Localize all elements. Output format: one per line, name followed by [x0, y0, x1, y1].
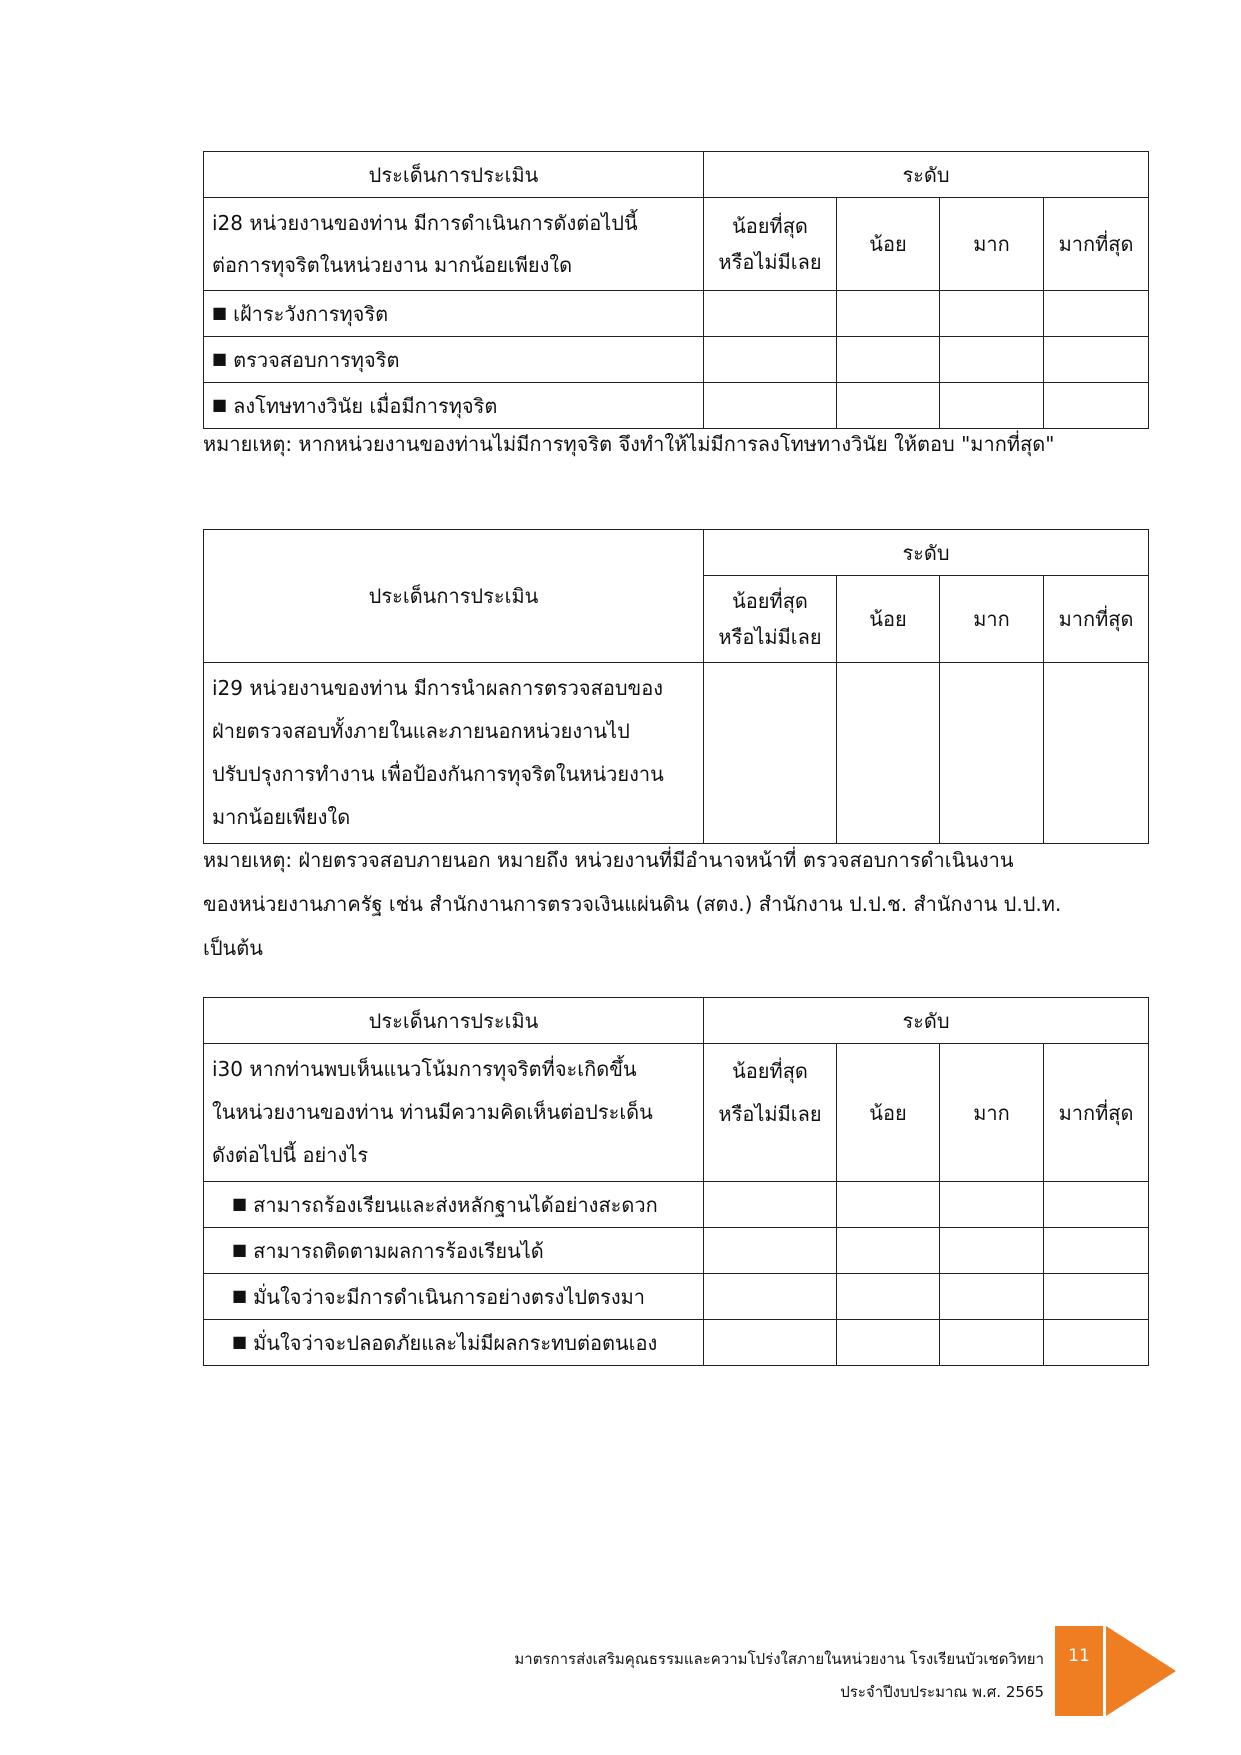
note-i29: หมายเหตุ: ฝ่ายตรวจสอบภายนอก หมายถึง หน่วยงานที่มีอำนาจหน้าที่ ตรวจสอบการดำเนินงาน ของหน่วยงานภาครัฐ เช่น สำนักงานการตรวจเงินแผ่นดิน (สตง.) สำนักงาน ป.ป.ช. สำนักงาน ป.ป.ท. เป็นต้น: [203, 848, 1062, 960]
answer-cell[interactable]: [704, 1228, 837, 1274]
answer-cell[interactable]: [837, 1274, 940, 1320]
answer-cell[interactable]: [1044, 1182, 1149, 1228]
answer-cell[interactable]: [837, 383, 940, 429]
answer-cell[interactable]: [940, 1320, 1044, 1366]
header-level: ระดับ: [704, 530, 1149, 576]
scale-low: น้อย: [837, 576, 940, 663]
scale-least: น้อยที่สุด หรือไม่มีเลย: [704, 1044, 837, 1182]
header-level: ระดับ: [704, 998, 1149, 1044]
answer-cell[interactable]: [940, 1274, 1044, 1320]
answer-cell[interactable]: [837, 1182, 940, 1228]
note-i28: หมายเหตุ: หากหน่วยงานของท่านไม่มีการทุจริต จึงทำให้ไม่มีการลงโทษทางวินัย ให้ตอบ "มากที่สุด": [203, 432, 1055, 456]
answer-cell[interactable]: [940, 663, 1044, 844]
bullet-icon: ■: [212, 348, 228, 368]
answer-cell[interactable]: [1044, 1274, 1149, 1320]
question-i28: i28 หน่วยงานของท่าน มีการดำเนินการดังต่อไปนี้ ต่อการทุจริตในหน่วยงาน มากน้อยเพียงใด: [204, 198, 704, 291]
answer-cell[interactable]: [837, 291, 940, 337]
scale-most: มากที่สุด: [1044, 576, 1149, 663]
footer-title: มาตรการส่งเสริมคุณธรรมและความโปร่งใสภายในหน่วยงาน โรงเรียนบัวเชดวิทยา: [514, 1650, 1044, 1668]
answer-cell[interactable]: [1044, 383, 1149, 429]
answer-cell[interactable]: [837, 337, 940, 383]
item-i30-2: ■ สามารถติดตามผลการร้องเรียนได้: [204, 1228, 704, 1274]
bullet-icon: ■: [232, 1193, 248, 1213]
item-i30-4: ■ มั่นใจว่าจะปลอดภัยและไม่มีผลกระทบต่อตนเอง: [204, 1320, 704, 1366]
page-number: 11: [1055, 1626, 1103, 1716]
question-i30: i30 หากท่านพบเห็นแนวโน้มการทุจริตที่จะเกิดขึ้น ในหน่วยงานของท่าน ท่านมีความคิดเห็นต่อประเด็น ดังต่อไปนี้ อย่างไร: [204, 1044, 704, 1182]
answer-cell[interactable]: [1044, 291, 1149, 337]
answer-cell[interactable]: [940, 337, 1044, 383]
assessment-table-i28: [203, 151, 1149, 429]
answer-cell[interactable]: [837, 1320, 940, 1366]
arrow-right-icon: [1106, 1626, 1176, 1716]
scale-high: มาก: [940, 198, 1044, 291]
answer-cell[interactable]: [704, 383, 837, 429]
answer-cell[interactable]: [704, 1274, 837, 1320]
answer-cell[interactable]: [704, 663, 837, 844]
scale-high: มาก: [940, 1044, 1044, 1182]
answer-cell[interactable]: [940, 383, 1044, 429]
bullet-icon: ■: [232, 1331, 248, 1351]
scale-least: น้อยที่สุด หรือไม่มีเลย: [704, 198, 837, 291]
answer-cell[interactable]: [1044, 1320, 1149, 1366]
bullet-icon: ■: [212, 302, 228, 322]
answer-cell[interactable]: [704, 291, 837, 337]
answer-cell[interactable]: [1044, 1228, 1149, 1274]
answer-cell[interactable]: [1044, 337, 1149, 383]
item-i30-3: ■ มั่นใจว่าจะมีการดำเนินการอย่างตรงไปตรงมา: [204, 1274, 704, 1320]
answer-cell[interactable]: [940, 1228, 1044, 1274]
header-topic: ประเด็นการประเมิน: [204, 998, 704, 1044]
question-i29: i29 หน่วยงานของท่าน มีการนำผลการตรวจสอบของ ฝ่ายตรวจสอบทั้งภายในและภายนอกหน่วยงานไป ปรับปรุงการทำงาน เพื่อป้องกันการทุจริตในหน่วยงาน มากน้อยเพียงใด: [204, 663, 704, 844]
answer-cell[interactable]: [837, 663, 940, 844]
scale-high: มาก: [940, 576, 1044, 663]
assessment-table-i30: [203, 997, 1149, 1366]
answer-cell[interactable]: [940, 1182, 1044, 1228]
answer-cell[interactable]: [940, 291, 1044, 337]
item-i28-3: ■ ลงโทษทางวินัย เมื่อมีการทุจริต: [204, 383, 704, 429]
answer-cell[interactable]: [704, 1182, 837, 1228]
answer-cell[interactable]: [837, 1228, 940, 1274]
bullet-icon: ■: [232, 1239, 248, 1259]
footer-fiscal-year: ประจำปีงบประมาณ พ.ศ. 2565: [840, 1683, 1044, 1701]
scale-low: น้อย: [837, 1044, 940, 1182]
scale-low: น้อย: [837, 198, 940, 291]
bullet-icon: ■: [232, 1285, 248, 1305]
scale-most: มากที่สุด: [1044, 1044, 1149, 1182]
item-i28-2: ■ ตรวจสอบการทุจริต: [204, 337, 704, 383]
answer-cell[interactable]: [704, 1320, 837, 1366]
item-i30-1: ■ สามารถร้องเรียนและส่งหลักฐานได้อย่างสะดวก: [204, 1182, 704, 1228]
scale-most: มากที่สุด: [1044, 198, 1149, 291]
assessment-table-i29: [203, 529, 1149, 844]
header-topic: ประเด็นการประเมิน: [204, 530, 704, 663]
answer-cell[interactable]: [704, 337, 837, 383]
bullet-icon: ■: [212, 394, 228, 414]
scale-least: น้อยที่สุด หรือไม่มีเลย: [704, 576, 837, 663]
header-topic: ประเด็นการประเมิน: [204, 152, 704, 198]
answer-cell[interactable]: [1044, 663, 1149, 844]
header-level: ระดับ: [704, 152, 1149, 198]
item-i28-1: ■ เฝ้าระวังการทุจริต: [204, 291, 704, 337]
